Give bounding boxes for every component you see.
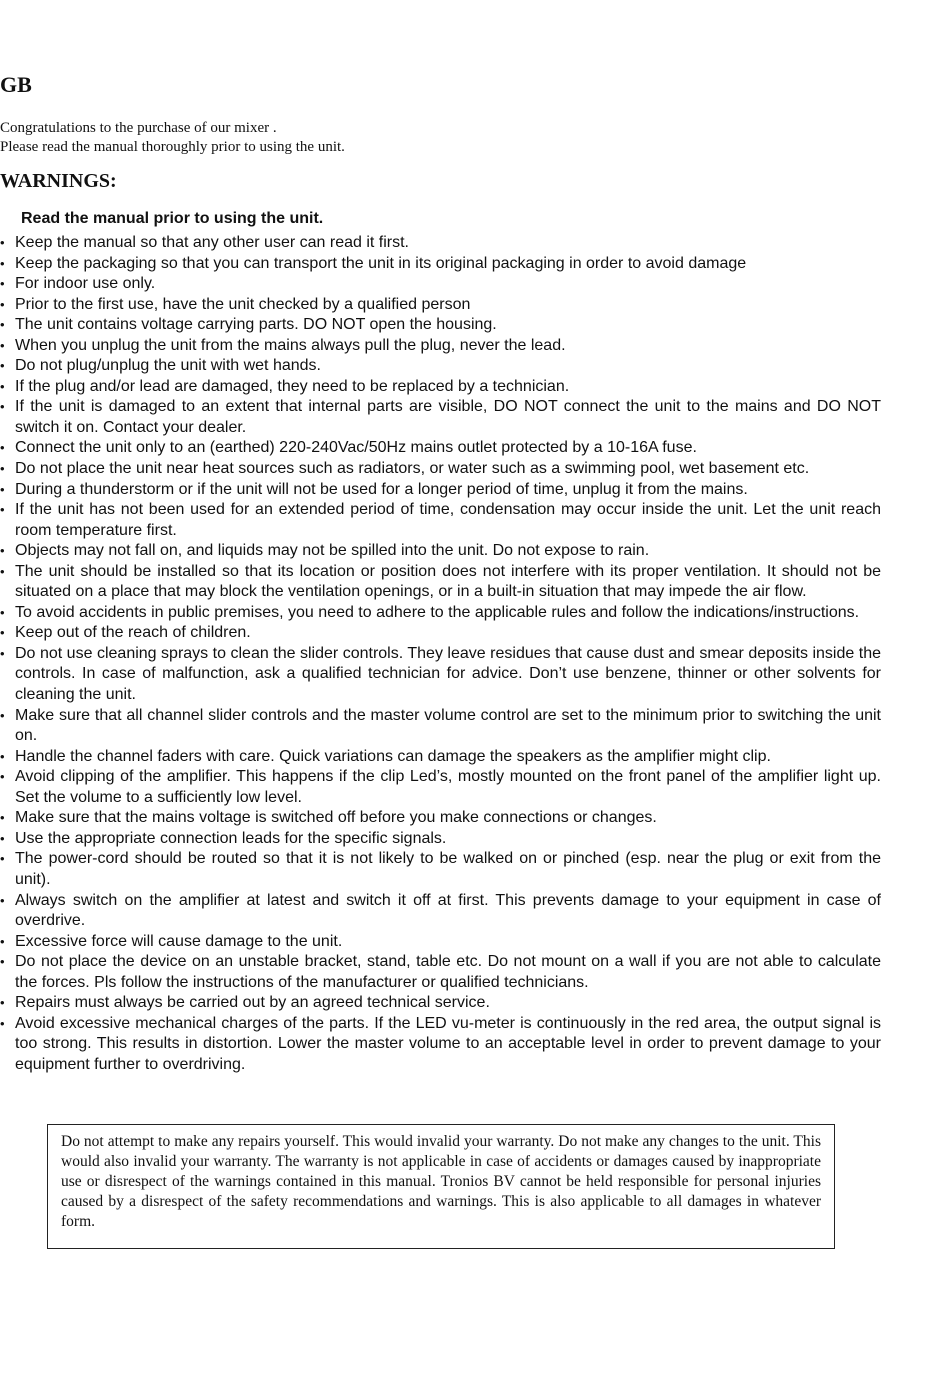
warning-item: • Excessive force will cause damage to the unit. bbox=[0, 932, 881, 953]
warning-item: • If the unit has not been used for an extended period of time, condensation may occur inside the unit. Let the unit reach room temperature first. bbox=[0, 500, 881, 541]
warning-item: • Do not place the device on an unstable bracket, stand, table etc. Do not mount on a wall if you are not able to calculate the forces. Pls follow the instructions of the manufacturer or qualified technicians. bbox=[0, 952, 881, 993]
warning-item: • Avoid excessive mechanical charges of the parts. If the LED vu-meter is continuously in the red area, the output signal is too strong. This results in distortion. Lower the master volume to an acceptable level in order to prevent damage to your equipment further to overdriving. bbox=[0, 1014, 881, 1076]
warning-item: • Handle the channel faders with care. Quick variations can damage the speakers as the amplifier might clip. bbox=[0, 747, 881, 768]
intro-line-congratulations: Congratulations to the purchase of our mixer . bbox=[0, 120, 277, 136]
warning-item: • Make sure that the mains voltage is switched off before you make connections or changes. bbox=[0, 808, 881, 829]
warning-item: • If the unit is damaged to an extent that internal parts are visible, DO NOT connect the unit to the mains and DO NOT switch it on. Contact your dealer. bbox=[0, 397, 881, 438]
warning-item: • Make sure that all channel slider controls and the master volume control are set to the minimum prior to switching the unit on. bbox=[0, 706, 881, 747]
warning-item: • Keep the manual so that any other user can read it first. bbox=[0, 233, 881, 254]
warning-item: • Do not place the unit near heat sources such as radiators, or water such as a swimming pool, wet basement etc. bbox=[0, 459, 881, 480]
warning-item: • Do not plug/unplug the unit with wet hands. bbox=[0, 356, 881, 377]
read-manual-notice: Read the manual prior to using the unit. bbox=[21, 210, 324, 227]
warranty-notice-box: Do not attempt to make any repairs yourself. This would invalid your warranty. Do not make any changes to the unit. This would also invalid your warranty. The warranty is not applicable in case of accidents or damages caused by inappropriate use or disrespect of the warnings contained in this manual. Tronios BV cannot be held responsible for personal injuries caused by a disrespect of the safety recommendations and warnings. This is also applicable to all damages in whatever form. bbox=[47, 1124, 835, 1249]
intro-line-read-manual: Please read the manual thoroughly prior to using the unit. bbox=[0, 139, 345, 155]
warning-item: • Objects may not fall on, and liquids may not be spilled into the unit. Do not expose to rain. bbox=[0, 541, 881, 562]
warning-item: • When you unplug the unit from the mains always pull the plug, never the lead. bbox=[0, 336, 881, 357]
warning-item: • If the plug and/or lead are damaged, they need to be replaced by a technician. bbox=[0, 377, 881, 398]
warning-item: • Connect the unit only to an (earthed) 220-240Vac/50Hz mains outlet protected by a 10-16A fuse. bbox=[0, 438, 881, 459]
warning-item: • Use the appropriate connection leads for the specific signals. bbox=[0, 829, 881, 850]
warning-item: • To avoid accidents in public premises, you need to adhere to the applicable rules and follow the indications/instructions. bbox=[0, 603, 881, 624]
warning-item: • Avoid clipping of the amplifier. This happens if the clip Led’s, mostly mounted on the front panel of the amplifier light up. Set the volume to a sufficiently low level. bbox=[0, 767, 881, 808]
warning-item: • Keep the packaging so that you can transport the unit in its original packaging in order to avoid damage bbox=[0, 254, 881, 275]
warning-item: • For indoor use only. bbox=[0, 274, 881, 295]
warning-item: • Always switch on the amplifier at latest and switch it off at first. This prevents damage to your equipment in case of overdrive. bbox=[0, 891, 881, 932]
intro-text bbox=[0, 119, 345, 157]
language-heading: GB bbox=[0, 72, 32, 97]
warnings-heading: WARNINGS: bbox=[0, 170, 117, 192]
warning-item: • During a thunderstorm or if the unit will not be used for a longer period of time, unplug it from the mains. bbox=[0, 480, 881, 501]
warning-item: • The unit should be installed so that its location or position does not interfere with its proper ventilation. It should not be situated on a place that may block the ventilation openings, or in a built-in situation that may impede the air flow. bbox=[0, 562, 881, 603]
warning-item: • Prior to the first use, have the unit checked by a qualified person bbox=[0, 295, 881, 316]
warning-item: • Keep out of the reach of children. bbox=[0, 623, 881, 644]
warnings-list bbox=[0, 233, 881, 1075]
warning-item: • The unit contains voltage carrying parts. DO NOT open the housing. bbox=[0, 315, 881, 336]
warning-item: • Do not use cleaning sprays to clean the slider controls. They leave residues that cause dust and smear deposits inside the controls. In case of malfunction, ask a qualified technician for advice. Don’t use benzene, thinner or other solvents for cleaning the unit. bbox=[0, 644, 881, 706]
warning-item: • The power-cord should be routed so that it is not likely to be walked on or pinched (esp. near the plug or exit from the unit). bbox=[0, 849, 881, 890]
warning-item: • Repairs must always be carried out by an agreed technical service. bbox=[0, 993, 881, 1014]
